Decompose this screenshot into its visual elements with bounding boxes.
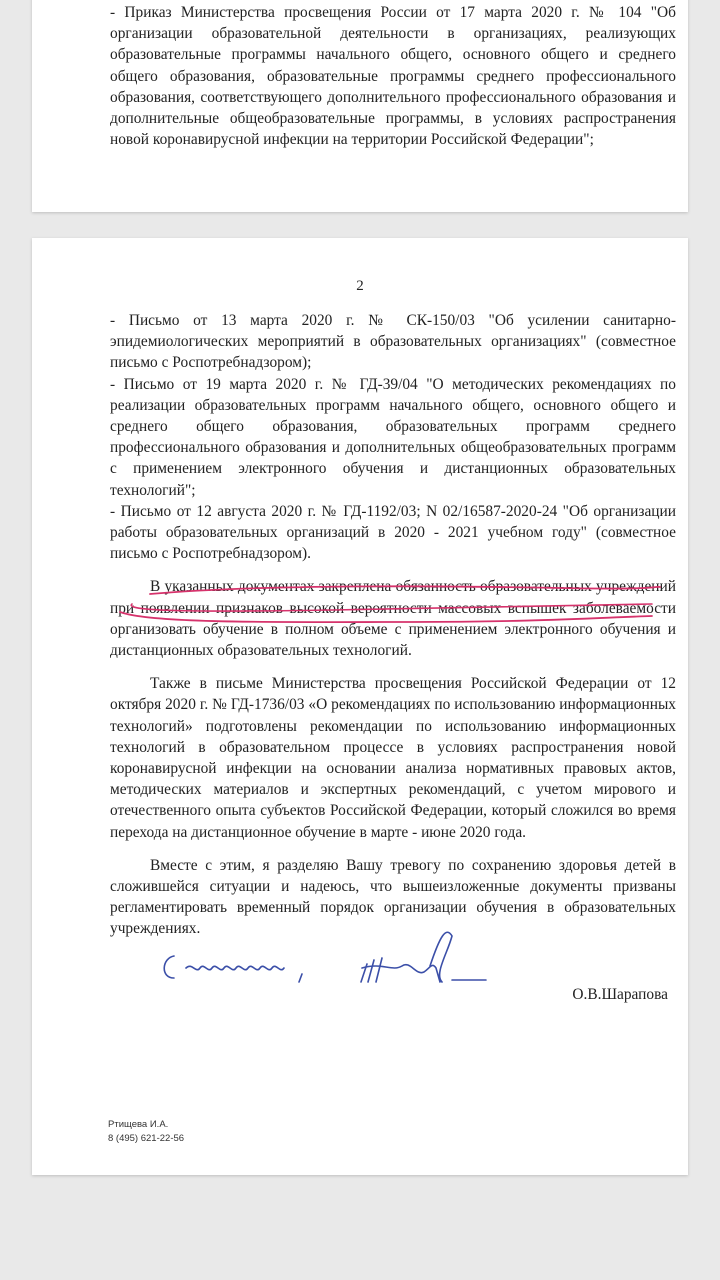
recommendations-paragraph: Также в письме Министерства просвещения Российской Федерации от 12 октября 2020 г. № ГД-1736/03 «О рекомендациях по использованию информационных технологий» подготовлены рекомендации по использованию информационных технологий в образовательном процессе в условиях распространения новой коронавирусной инфекции на основании анализа нормативных правовых актов, методических материалов и экспертных рекомендаций, с учетом мирового и отечественного опыта субъектов Российской Федерации, который сложился во время перехода на дистанционное обучение в марте - июне 2020 года. [110, 675, 676, 841]
handwritten-closing-mark [164, 956, 302, 982]
letter-item: - Письмо от 13 марта 2020 г. № СК-150/03 "Об усилении санитарно-эпидемиологических мероприятий в образовательных организациях" (совместное письмо с Роспотребнадзором); [110, 312, 676, 372]
page-number: 2 [356, 278, 364, 294]
order-paragraph: - Приказ Министерства просвещения России от 17 марта 2020 г. № 104 "Об организации образовательной деятельности в организациях, реализующих образовательные программы начального общего, основного общего и среднего общего образования, образовательные программы среднего профессионального образования, соответствующего дополнительного профессионального образования и дополнительные общеобразовательные программы, в условиях распространения новой коронавирусной инфекции на территории Российской Федерации"; [110, 4, 676, 149]
duty-paragraph: В указанных документах закреплена обязанность образовательных учреждений при появлении признаков высокой вероятности массовых вспышек заболеваемости организовать обучение в полном объеме с применением электронного обучения и дистанционных образовательных технологий. [110, 578, 676, 660]
executor-name: Ртищева И.А. [108, 1119, 169, 1130]
signature-block [152, 928, 672, 1018]
executor-phone: 8 (495) 621-22-56 [108, 1133, 185, 1144]
document-footer [108, 1118, 184, 1146]
closing-paragraph: Вместе с этим, я разделяю Вашу тревогу по сохранению здоровья детей в сложившейся ситуации и надеюсь, что вышеизложенные документы призваны регламентировать временный порядок организации обучения в образовательных учреждениях. [110, 856, 676, 938]
document-page-1 [32, 0, 688, 212]
signature-scribble [361, 932, 486, 982]
document-page-2 [32, 238, 688, 1175]
page-2-body [110, 310, 676, 940]
signer-name: О.В.Шарапова [572, 986, 668, 1003]
letter-item: - Письмо от 19 марта 2020 г. № ГД-39/04 "О методических рекомендациях по реализации образовательных программ начального общего, основного общего и среднего общего образования, образовательных программ среднего профессионального образования и дополнительных общеобразовательных программ с применением электронного обучения и дистанционных образовательных технологий"; [110, 375, 676, 499]
letter-item: - Письмо от 12 августа 2020 г. № ГД-1192/03; N 02/16587-2020-24 "Об организации работы образовательных организаций в 2020 - 2021 учебном году" (совместное письмо с Роспотребнадзором). [110, 502, 676, 563]
handwritten-signature [152, 928, 532, 1018]
